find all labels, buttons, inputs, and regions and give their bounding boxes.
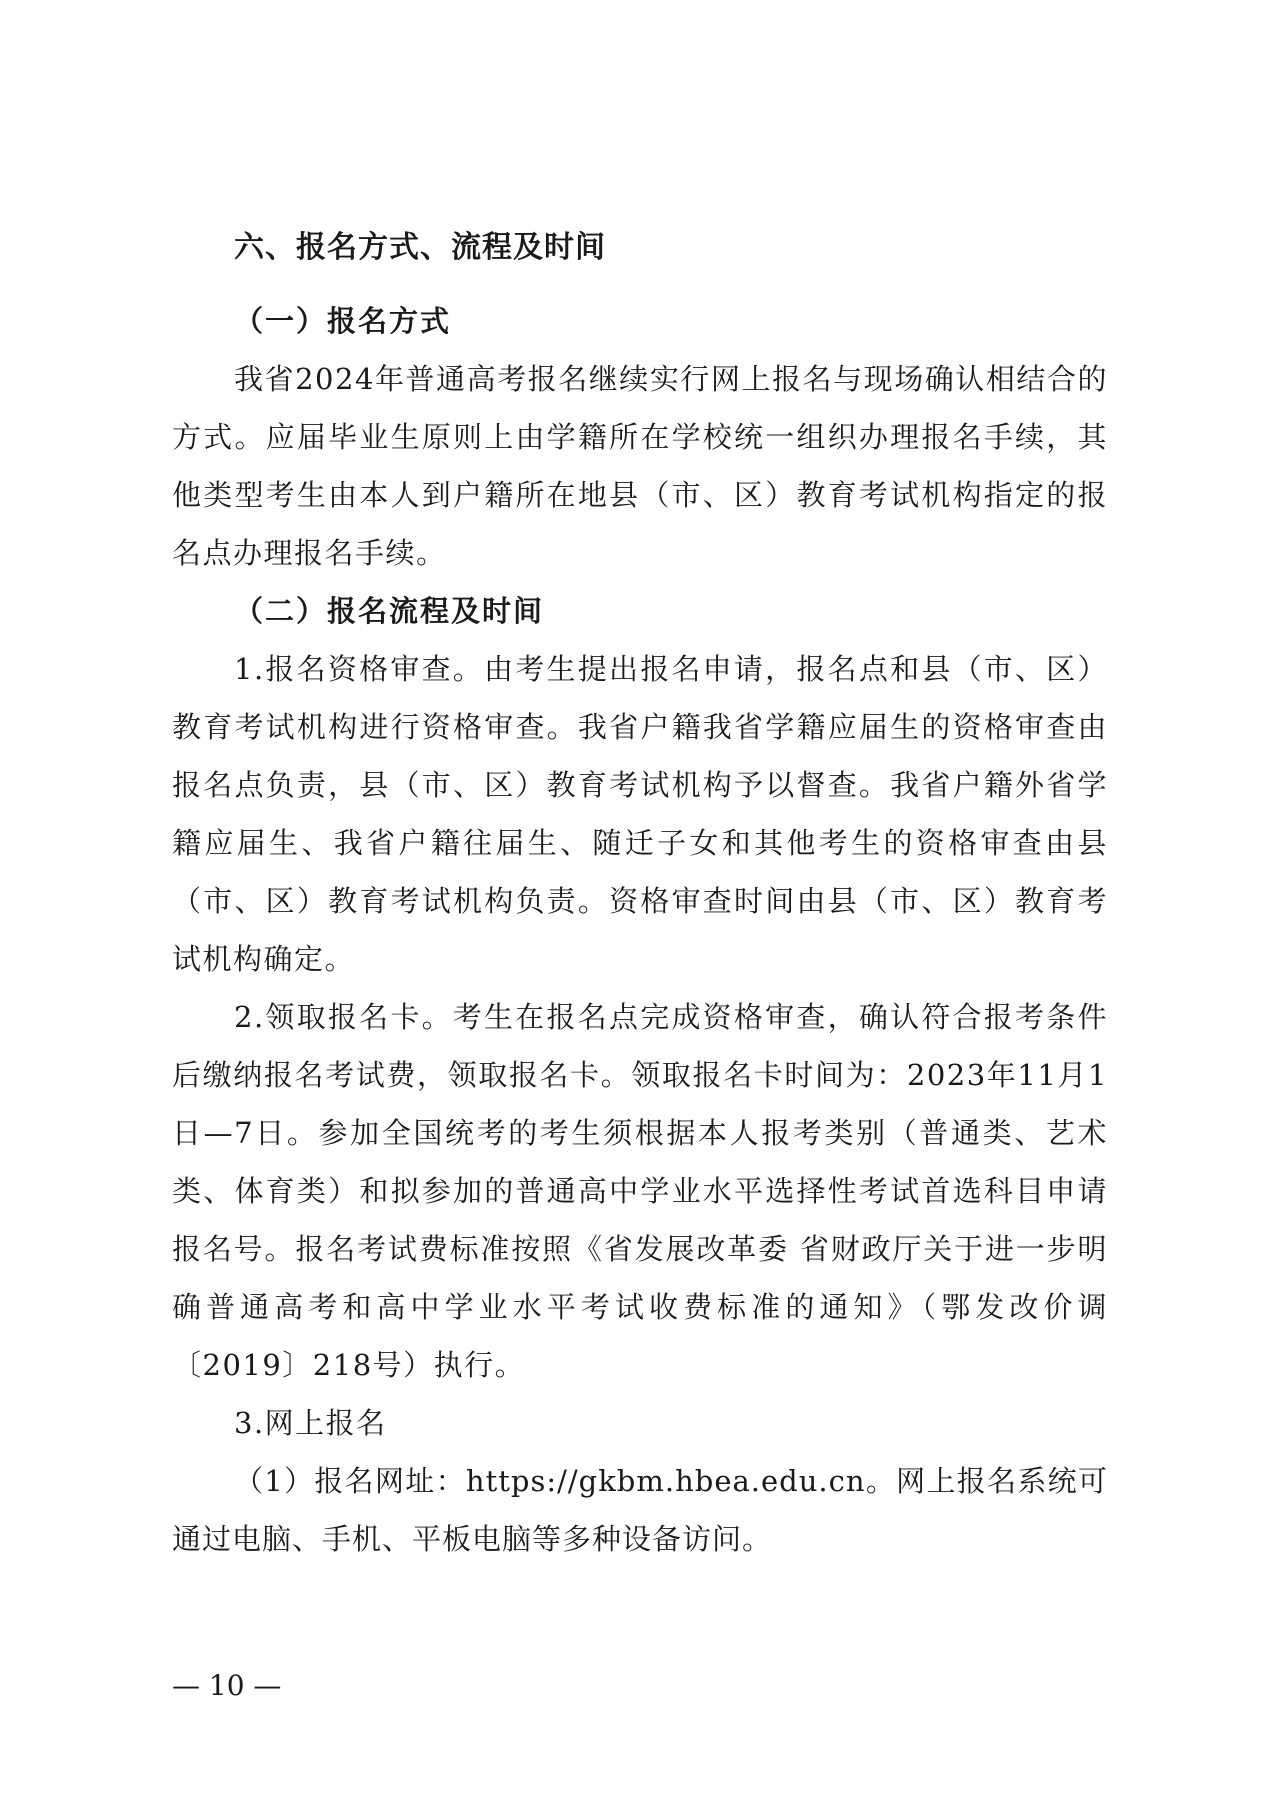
paragraph-online-registration: 3.网上报名: [234, 1406, 387, 1440]
page-number: — 10 —: [172, 1669, 282, 1702]
paragraph-qualification-review: 1.报名资格审查。由考生提出报名申请，报名点和县（市、区）教育考试机构进行资格审查。我省户籍我省学籍应届生的资格审查由报名点负责，县（市、区）教育考试机构予以督查。我省户籍外省学籍应届生、我省户籍往届生、随迁子女和其他考生的资格审查由县（市、区）教育考试机构负责。资格审查时间由县（市、区）教育考试机构确定。: [172, 652, 1108, 976]
section-heading: 六、报名方式、流程及时间: [234, 230, 606, 265]
paragraph-registration-url: （1）报名网址：https://gkbm.hbea.edu.cn。网上报名系统可通过电脑、手机、平板电脑等多种设备访问。: [172, 1464, 1108, 1556]
paragraph-registration-method: 我省2024年普通高考报名继续实行网上报名与现场确认相结合的方式。应届毕业生原则上由学籍所在学校统一组织办理报名手续，其他类型考生由本人到户籍所在地县（市、区）教育考试机构指定的报名点办理报名手续。: [172, 362, 1108, 570]
page-content: [172, 228, 1108, 1568]
paragraph-registration-card: 2.领取报名卡。考生在报名点完成资格审查，确认符合报考条件后缴纳报名考试费，领取报名卡。领取报名卡时间为：2023年11月1日—7日。参加全国统考的考生须根据本人报考类别（普通类、艺术类、体育类）和拟参加的普通高中学业水平选择性考试首选科目申请报名号。报名考试费标准按照《省发展改革委 省财政厅关于进一步明确普通高考和高中学业水平考试收费标准的通知》（鄂发改价调〔2019〕218号）执行。: [172, 1000, 1108, 1382]
subsection-heading-process-and-time: （二）报名流程及时间: [234, 594, 545, 628]
subsection-heading-registration-method: （一）报名方式: [234, 304, 452, 338]
